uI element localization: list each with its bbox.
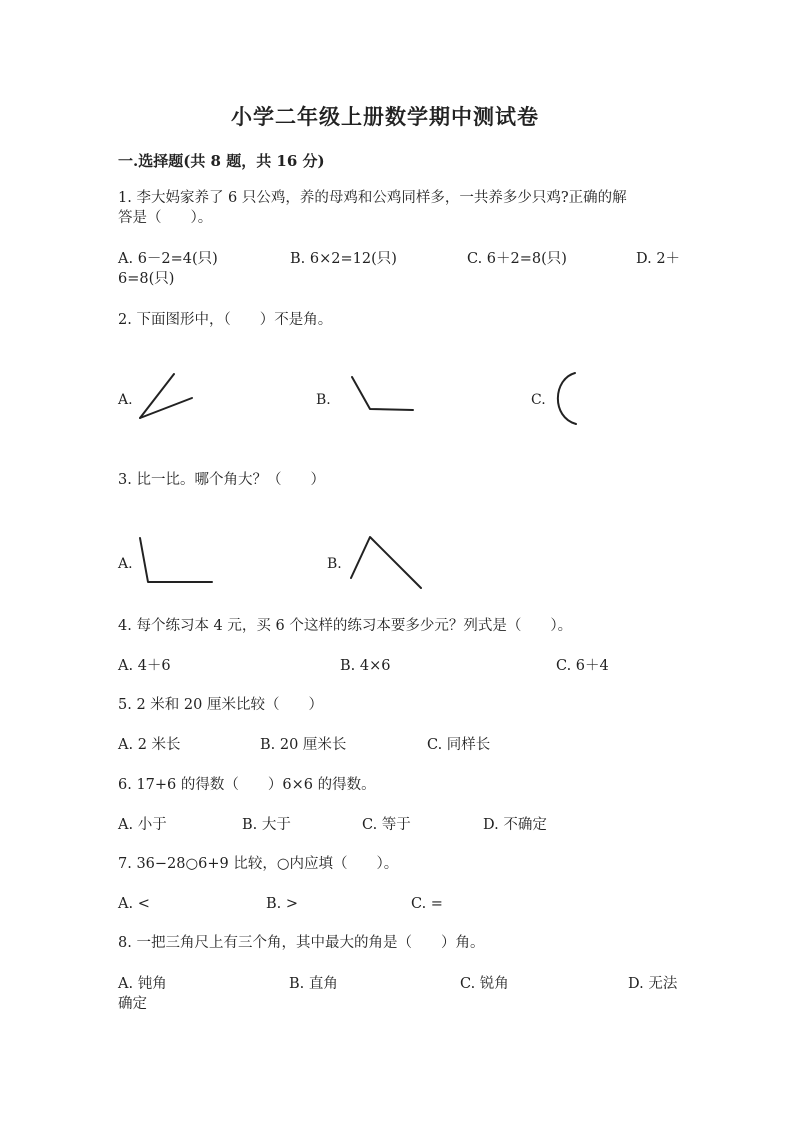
page-title: 小学二年级上册数学期中测试卷 [231, 104, 539, 129]
q2-figure-b-angle [350, 375, 420, 415]
q3-figure-a-label: A. [118, 556, 133, 572]
q6-option-d: D. 不确定 [483, 817, 547, 833]
q7-stem: 7. 36−28○6+9 比较，○内应填（ ）。 [118, 856, 399, 872]
q8-option-d: D. 无法 [628, 976, 678, 992]
q7-option-b: B. > [266, 896, 299, 912]
q2-figure-a-label: A. [118, 392, 133, 408]
q8-option-a: A. 钝角 [118, 976, 167, 992]
q1-option-a: A. 6－2=4(只) [118, 251, 218, 267]
q4-option-c: C. 6＋4 [556, 658, 609, 674]
q4-option-b: B. 4×6 [340, 658, 391, 674]
q1-option-b: B. 6×2=12(只) [290, 251, 397, 267]
q7-option-c: C. = [411, 896, 443, 912]
q1-stem-line1: 1. 李大妈家养了 6 只公鸡，养的母鸡和公鸡同样多，一共养多少只鸡?正确的解 [118, 190, 627, 206]
q5-stem: 5. 2 米和 20 厘米比较（ ） [118, 697, 323, 713]
q4-stem: 4. 每个练习本 4 元，买 6 个这样的练习本要多少元？列式是（ ）。 [118, 618, 573, 634]
q3-figure-a-angle [136, 535, 216, 585]
q5-option-b: B. 20 厘米长 [260, 737, 347, 753]
q6-option-b: B. 大于 [242, 817, 291, 833]
q1-option-c: C. 6＋2=8(只) [467, 251, 567, 267]
q2-figure-b-label: B. [316, 392, 331, 408]
q6-option-c: C. 等于 [362, 817, 411, 833]
q3-stem: 3. 比一比。哪个角大？（ ） [118, 472, 325, 488]
q8-option-c: C. 锐角 [460, 976, 509, 992]
q5-option-c: C. 同样长 [427, 737, 491, 753]
q8-option-b: B. 直角 [289, 976, 338, 992]
q6-stem: 6. 17+6 的得数（ ）6×6 的得数。 [118, 777, 376, 793]
q1-option-d-cont: 6=8(只) [118, 271, 175, 287]
q5-option-a: A. 2 米长 [118, 737, 181, 753]
q3-figure-b-angle [345, 534, 425, 590]
q3-figure-b-label: B. [327, 556, 342, 572]
section-heading: 一.选择题(共 8 题，共 16 分) [118, 152, 325, 170]
q1-option-d: D. 2＋ [636, 251, 681, 267]
q2-figure-a-angle [138, 372, 198, 422]
q2-figure-c-arc [548, 371, 582, 427]
q8-option-d-cont: 确定 [118, 996, 147, 1012]
q6-option-a: A. 小于 [118, 817, 167, 833]
q8-stem: 8. 一把三角尺上有三个角，其中最大的角是（ ）角。 [118, 935, 485, 951]
q7-option-a: A. < [118, 896, 150, 912]
q2-figure-c-label: C. [531, 392, 546, 408]
q2-stem: 2. 下面图形中，（ ）不是角。 [118, 312, 333, 328]
q4-option-a: A. 4＋6 [118, 658, 171, 674]
q1-stem-line2: 答是（ ）。 [118, 210, 213, 226]
